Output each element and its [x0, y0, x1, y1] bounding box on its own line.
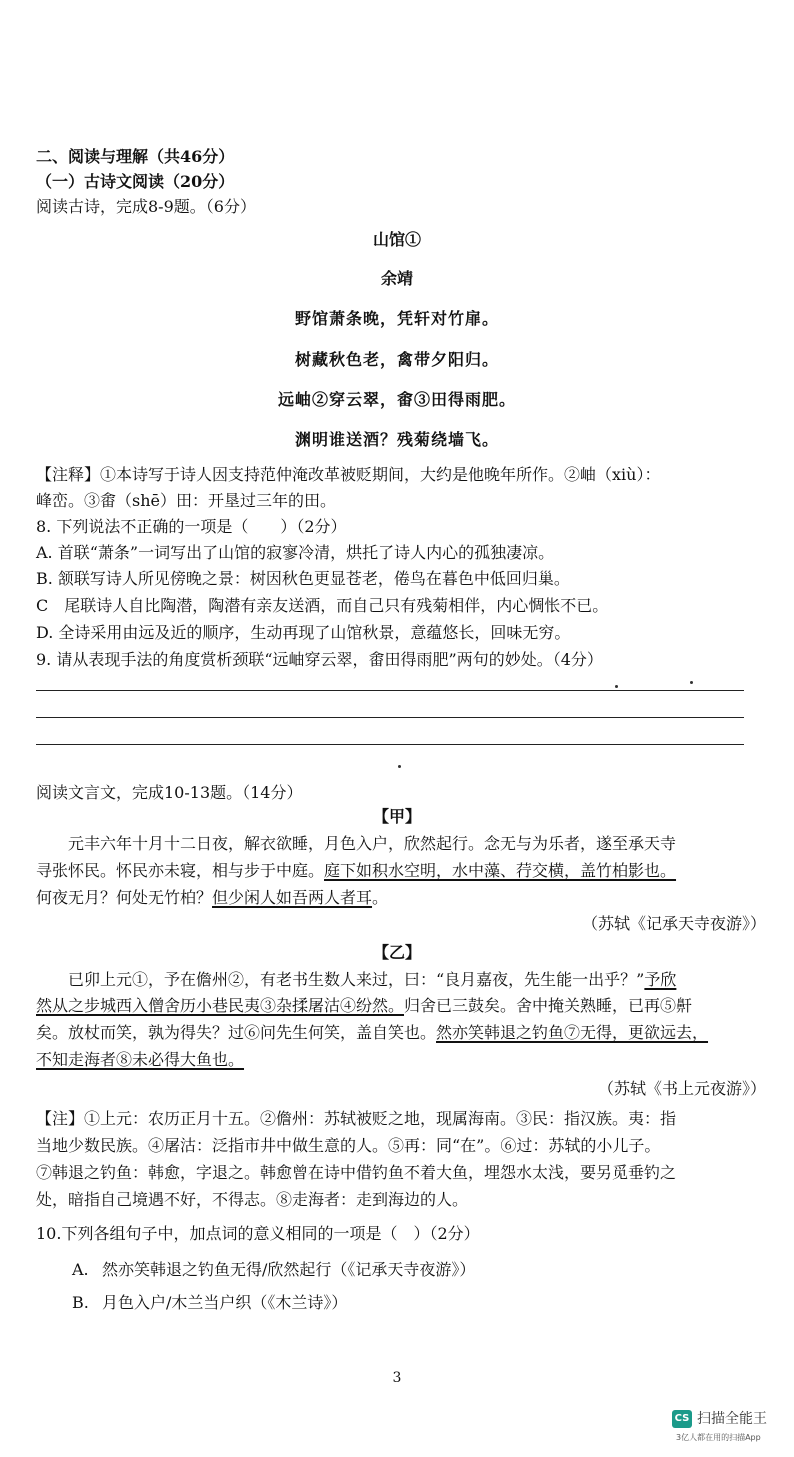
- q10-option-b: [72, 1292, 347, 1314]
- jia-line-2: [36, 860, 676, 882]
- jia-line-1: 元丰六年十月十二日夜，解衣欲睡，月色入户，欣然起行。念无与为乐者，遂至承天寺: [68, 834, 677, 853]
- poem-line-1: 野馆萧条晚，凭轩对竹扉。: [294, 309, 499, 328]
- poem-title: 山馆①: [372, 230, 421, 249]
- q10-option-b-text: 月色入户/木兰当户织（《木兰诗》）: [102, 1293, 348, 1312]
- yi-underlined-start: 予欣: [644, 970, 677, 989]
- q10-option-a-letter: A.: [72, 1260, 89, 1279]
- q8-option-c: C 尾联诗人自比陶潜，陶潜有亲友送酒，而自己只有残菊相伴，内心惆怅不已。: [36, 596, 609, 615]
- poem-note-line-1: 【注释】①本诗写于诗人因支持范仲淹改革被贬期间，大约是他晚年所作。②岫（xiù）：: [36, 465, 661, 484]
- jia-line-2-plain: 寻张怀民。怀民亦未寝，相与步于中庭。: [36, 861, 325, 880]
- camscanner-name: 扫描全能王: [697, 1411, 767, 1427]
- yi-line-2-plain: 归舍已三鼓矣。舍中掩关熟睡，已再⑤鼾: [404, 996, 693, 1015]
- poem-line-3: 远岫②穿云翠，畬③田得雨肥。: [277, 390, 516, 409]
- passage-note-line-1: 【注】①上元：农历正月十五。②儋州：苏轼被贬之地，现属海南。③民：指汉族。夷：指: [36, 1109, 677, 1128]
- section-title: 二、阅读与理解（共46分）: [36, 147, 235, 166]
- answer-line-1: [36, 690, 744, 691]
- q10-option-a-text: 然亦笑韩退之钓鱼无得/欣然起行（《记承天寺夜游》）: [102, 1260, 476, 1279]
- scan-speck: [690, 681, 693, 684]
- yi-line-2: [36, 995, 692, 1017]
- camscanner-logo-icon: CS: [672, 1410, 692, 1428]
- jia-underlined-sentence-2: 但少闲人如吾两人者耳: [212, 888, 373, 907]
- poem-note-line-2: 峰峦。③畬（shē）田：开垦过三年的田。: [36, 491, 336, 510]
- jia-underlined-sentence-1: 庭下如积水空明，水中藻、荇交横，盖竹柏影也。: [324, 861, 677, 880]
- q10-option-a: [72, 1259, 475, 1281]
- poem-instruction: 阅读古诗，完成8-9题。（6分）: [36, 197, 256, 216]
- q10-stem: 10.下列各组句子中，加点词的意义相同的一项是（ ）（2分）: [36, 1224, 480, 1243]
- yi-underlined-sentence-1: 然从之步城西入僧舍历小巷民夷③杂揉屠沽④纷然。: [36, 996, 405, 1015]
- answer-line-2: [36, 717, 744, 718]
- answer-line-3: [36, 744, 744, 745]
- q8-option-d: D. 全诗采用由远及近的顺序，生动再现了山馆秋景，意蕴悠长，回味无穷。: [36, 623, 571, 642]
- passage-note-line-4: 处，暗指自己境遇不好，不得志。⑧走海者：走到海边的人。: [36, 1190, 469, 1209]
- q8-option-b: B. 颔联写诗人所见傍晚之景：树因秋色更显苍老，倦鸟在暮色中低回归巢。: [36, 569, 570, 588]
- scan-speck: [615, 685, 618, 688]
- jia-line-3: [36, 887, 388, 909]
- poem-line-2: 树藏秋色老，禽带夕阳归。: [294, 350, 499, 369]
- passage-note-line-3: ⑦韩退之钓鱼：韩愈，字退之。韩愈曾在诗中借钓鱼不着大鱼，埋怨水太浅，要另觅垂钓之: [36, 1163, 677, 1182]
- q10-option-b-letter: B.: [72, 1293, 89, 1312]
- q9-stem: 9. 请从表现手法的角度赏析颈联“远岫穿云翠，畬田得雨肥”两句的妙处。（4分）: [36, 650, 603, 669]
- poem-author: 余靖: [380, 269, 413, 288]
- q8-stem: 8. 下列说法不正确的一项是（ ）（2分）: [36, 517, 347, 536]
- yi-underlined-sentence-2-end: 不知走海者⑧未必得大鱼也。: [36, 1050, 245, 1069]
- q8-option-a: A. 首联“萧条”一词写出了山馆的寂寥冷清，烘托了诗人内心的孤独凄凉。: [36, 543, 555, 562]
- passage-note-line-2: 当地少数民族。④屠沽：泛指市井中做生意的人。⑤再：同“在”。⑥过：苏轼的小儿子。: [36, 1136, 661, 1155]
- camscanner-tagline: 3亿人都在用的扫描App: [676, 1433, 761, 1442]
- passage-jia-label: 【甲】: [372, 807, 421, 826]
- part-title: （一）古诗文阅读（20分）: [36, 172, 235, 191]
- jia-line-3-end: 。: [372, 888, 389, 907]
- page-number: 3: [392, 1370, 402, 1386]
- yi-line-1-plain: 已卯上元①，予在儋州②，有老书生数人来过，曰：“良月嘉夜，先生能一出乎？”: [68, 970, 645, 989]
- yi-line-3-plain: 矣。放杖而笑，孰为得失？过⑥问先生何笑，盖自笑也。: [36, 1023, 437, 1042]
- yi-line-3: [36, 1022, 708, 1044]
- yi-line-1: [68, 969, 676, 991]
- jia-line-3-plain: 何夜无月？何处无竹柏？: [36, 888, 213, 907]
- poem-line-4: 渊明谁送酒？残菊绕墙飞。: [294, 430, 499, 449]
- yi-line-4: [36, 1049, 244, 1071]
- yi-source: （苏轼《书上元夜游》）: [597, 1079, 766, 1098]
- classical-instruction: 阅读文言文，完成10-13题。（14分）: [36, 783, 303, 802]
- scan-speck: [398, 765, 401, 768]
- passage-yi-label: 【乙】: [372, 943, 421, 962]
- jia-source: （苏轼《记承天寺夜游》）: [581, 914, 766, 933]
- yi-underlined-sentence-2: 然亦笑韩退之钓鱼⑦无得，更欲远去，: [436, 1023, 709, 1042]
